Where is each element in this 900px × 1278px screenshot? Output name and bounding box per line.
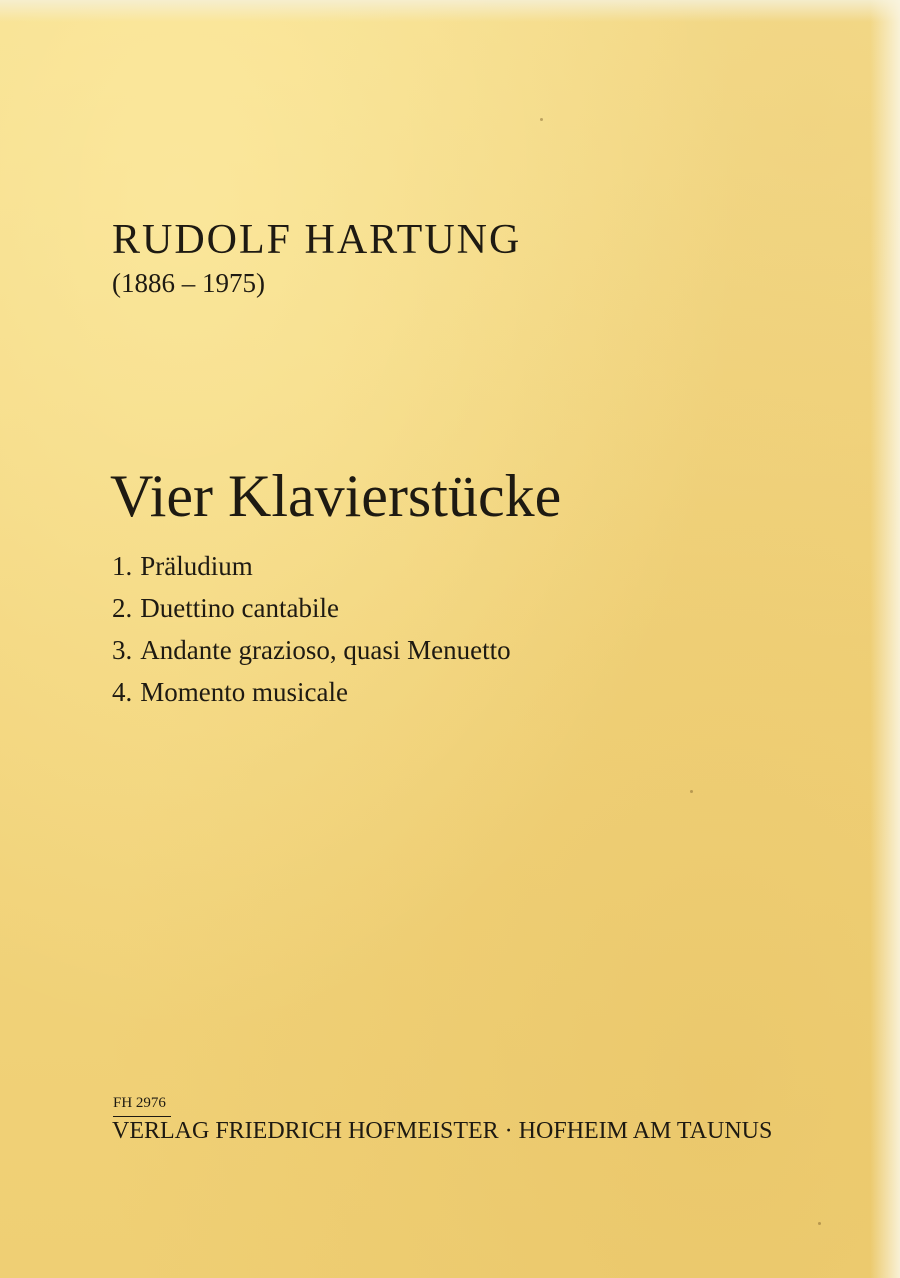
piece-number: 1. [112, 551, 133, 581]
piece-item [112, 671, 511, 713]
piece-list [112, 545, 511, 713]
imprint-rule [113, 1116, 171, 1117]
paper-edge-right [870, 0, 900, 1278]
work-title: Vier Klavierstücke [110, 463, 562, 529]
paper-speck [540, 118, 543, 121]
piece-item [112, 629, 511, 671]
piece-item [112, 545, 511, 587]
piece-title: Momento musicale [140, 677, 348, 707]
plate-number: FH 2976 [113, 1095, 166, 1111]
paper-speck [818, 1222, 821, 1225]
piece-number: 2. [112, 593, 133, 623]
piece-number: 4. [112, 677, 133, 707]
paper-edge-top [0, 0, 900, 22]
piece-item [112, 587, 511, 629]
publisher-imprint: VERLAG FRIEDRICH HOFMEISTER · HOFHEIM AM TAUNUS [112, 1118, 773, 1144]
composer-dates: (1886 – 1975) [112, 268, 265, 298]
composer-name: RUDOLF HARTUNG [112, 217, 522, 263]
paper-speck [690, 790, 693, 793]
piece-title: Andante grazioso, quasi Menuetto [140, 635, 511, 665]
piece-title: Duettino cantabile [140, 593, 339, 623]
piece-title: Präludium [140, 551, 253, 581]
piece-number: 3. [112, 635, 133, 665]
